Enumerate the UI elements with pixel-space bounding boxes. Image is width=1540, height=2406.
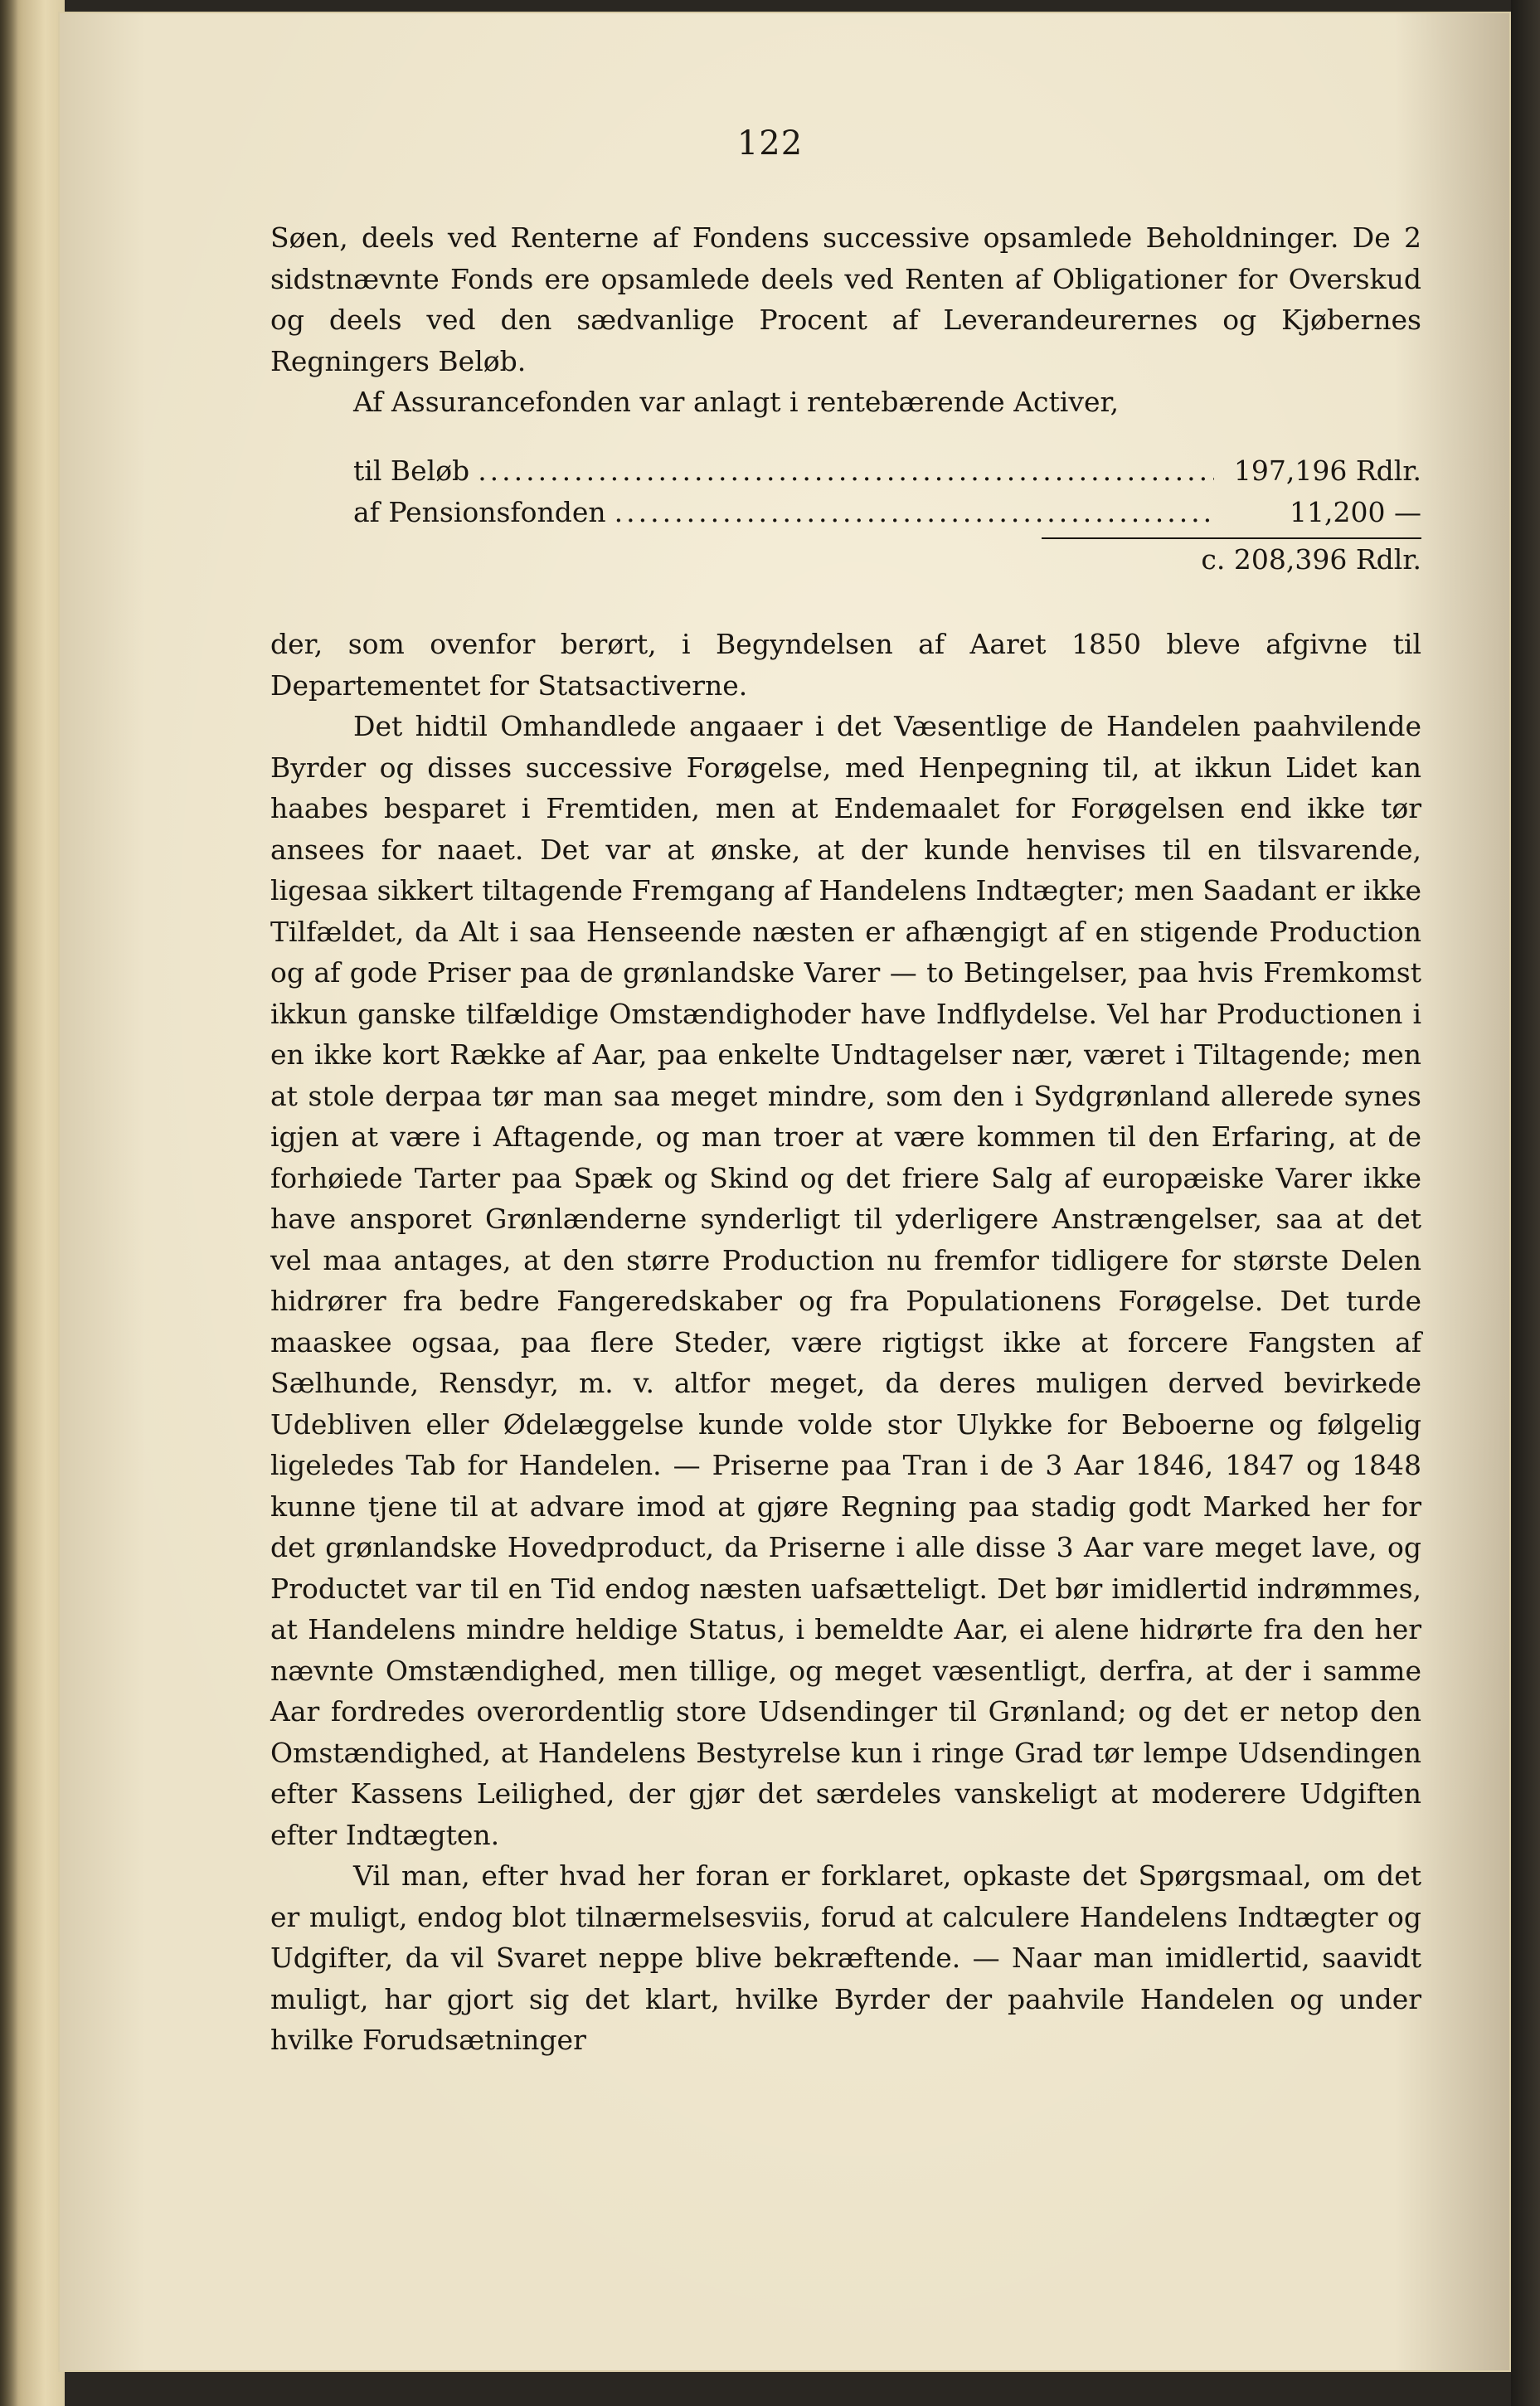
body-paragraph-3: Vil man, efter hvad her foran er forklaret, opkaste det Spørgsmaal, om det er muligt, endog blot tilnærmelsesviis, forud at calculere Handelens Indtægter og Udgifter, da vil Svaret neppe blive bekræftende. — Naar man imidlertid, saavidt muligt, har gjort sig det klart, hvilke Byrder der paahvile Handelen og under hvilke Forudsætninger [270, 1859, 1421, 2056]
page-number: 122 [736, 124, 804, 163]
intro-text-block [270, 217, 1421, 423]
assurance-line: Af Assurancefonden var anlagt i rentebærende Activer, [353, 386, 1120, 418]
ledger-label: af Pensionsfonden [353, 496, 606, 528]
ledger-amount: 11,200 — [1290, 496, 1421, 528]
spine-shadow [0, 0, 18, 2406]
ledger-table [353, 454, 1421, 581]
leader-dots [615, 496, 1214, 528]
ledger-row [353, 496, 1421, 537]
body-text-block [270, 624, 1421, 2061]
ledger-row [353, 454, 1421, 496]
ledger-total: c. 208,396 Rdlr. [1201, 543, 1421, 576]
dark-background-edge [1511, 0, 1540, 2406]
ledger-amount: 197,196 Rdlr. [1233, 454, 1421, 487]
leader-dots [478, 454, 1214, 487]
body-paragraph-1: der, som ovenfor berørt, i Begyndelsen af Aaret 1850 bleve afgivne til Departementet for Statsactiverne. [270, 628, 1421, 702]
intro-paragraph: Søen, deels ved Renterne af Fondens successive opsamlede Beholdninger. De 2 sidstnævnte Fonds ere opsamlede deels ved Renten af Obligationer for Overskud og deels ved den sædvanlige Procent af Leverandeurernes og Kjøbernes Regningers Beløb. [270, 221, 1421, 377]
body-paragraph-2: Det hidtil Omhandlede angaaer i det Væsentlige de Handelen paahvilende Byrder og disses successive Forøgelse, med Henpegning til, at ikkun Lidet kan haabes besparet i Fremtiden, men at Endemaalet for Forøgelsen end ikke tør ansees for naaet. Det var at ønske, at der kunde henvises til en tilsvarende, ligesaa sikkert tiltagende Fremgang af Handelens Indtægter; men Saadant er ikke Tilfældet, da Alt i saa Henseende næsten er afhængigt af en stigende Production og af gode Priser paa de grønlandske Varer — to Betingelser, paa hvis Fremkomst ikkun ganske tilfældige Omstændighoder have Indflydelse. Vel har Productionen i en ikke kort Række af Aar, paa enkelte Undtagelser nær, været i Tiltagende; men at stole derpaa tør man saa meget mindre, som den i Sydgrønland allerede synes igjen at være i Aftagende, og man troer at være kommen til den Erfaring, at de forhøiede Tarter paa Spæk og Skind og det friere Salg af europæiske Varer ikke have ansporet Grønlænderne synderligt til yderligere Anstrængelser, saa at det vel maa antages, at den større Production nu fremfor tidligere for største Delen hidrører fra bedre Fangeredskaber og fra Populationens Forøgelse. Det turde maaskee ogsaa, paa flere Steder, være rigtigst ikke at forcere Fangsten af Sælhunde, Rensdyr, m. v. altfor meget, da deres muligen derved bevirkede Udebliven eller Ødelæggelse kunde volde stor Ulykke for Beboerne og følgelig ligeledes Tab for Handelen. — Priserne paa Tran i de 3 Aar 1846, 1847 og 1848 kunne tjene til at advare imod at gjøre Regning paa stadig godt Marked her for det grønlandske Hovedproduct, da Priserne i alle disse 3 Aar vare meget lave, og Productet var til en Tid endog næsten uafsætteligt. Det bør imidlertid indrømmes, at Handelens mindre heldige Status, i bemeldte Aar, ei alene hidrørte fra den her nævnte Omstændighed, men tillige, og meget væsentligt, derfra, at der i samme Aar fordredes overordentlig store Udsendinger til Grønland; og det er netop den Omstændighed, at Handelens Bestyrelse kun i ringe Grad tør lempe Udsendingen efter Kassens Leilighed, der gjør det særdeles vanskeligt at moderere Udgiften efter Indtægten. [270, 710, 1421, 1851]
ledger-label: til Beløb [353, 454, 470, 487]
